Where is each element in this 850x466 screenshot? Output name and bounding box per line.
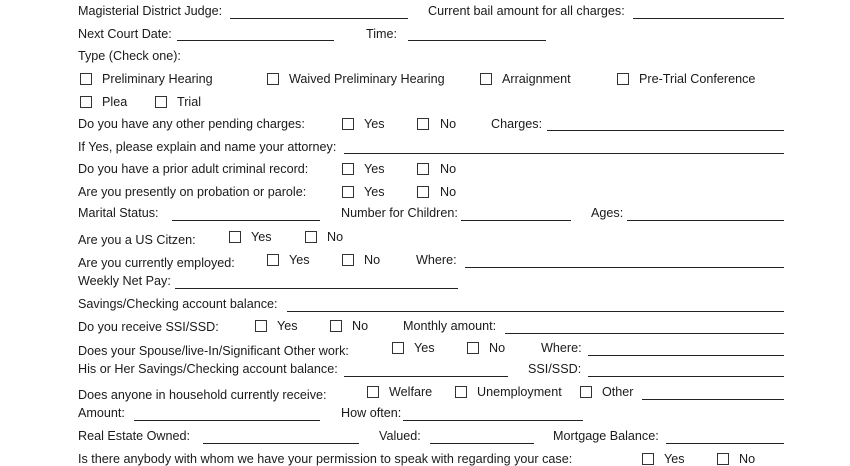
us-citizen-no-label: No bbox=[327, 230, 344, 244]
ssi-no-checkbox[interactable] bbox=[330, 320, 342, 332]
attorney-explain-field[interactable] bbox=[344, 153, 784, 154]
how-often-field[interactable] bbox=[403, 420, 583, 421]
spouse-ssi-ssd-field[interactable] bbox=[588, 376, 784, 377]
other-field[interactable] bbox=[642, 399, 784, 400]
us-citizen-yes-label: Yes bbox=[251, 230, 272, 244]
valued-field[interactable] bbox=[430, 443, 534, 444]
prior-record-yes-label: Yes bbox=[364, 162, 385, 176]
trial-checkbox[interactable] bbox=[155, 96, 167, 108]
pending-charges-yes-checkbox[interactable] bbox=[342, 118, 354, 130]
prior-record-no-checkbox[interactable] bbox=[417, 163, 429, 175]
other-checkbox[interactable] bbox=[580, 386, 592, 398]
pending-charges-no-checkbox[interactable] bbox=[417, 118, 429, 130]
mortgage-balance-field[interactable] bbox=[666, 443, 784, 444]
current-bail-label: Current bail amount for all charges: bbox=[428, 4, 625, 18]
welfare-label: Welfare bbox=[389, 385, 433, 399]
monthly-amount-field[interactable] bbox=[505, 333, 784, 334]
marital-status-label: Marital Status: bbox=[78, 206, 159, 220]
mortgage-balance-label: Mortgage Balance: bbox=[553, 429, 659, 443]
employed-yes-label: Yes bbox=[289, 253, 310, 267]
spouse-work-no-checkbox[interactable] bbox=[467, 342, 479, 354]
spouse-work-yes-label: Yes bbox=[414, 341, 435, 355]
weekly-net-pay-label: Weekly Net Pay: bbox=[78, 274, 171, 288]
preliminary-hearing-label: Preliminary Hearing bbox=[102, 72, 213, 86]
ssi-no-label: No bbox=[352, 319, 369, 333]
employed-no-label: No bbox=[364, 253, 381, 267]
other-label: Other bbox=[602, 385, 634, 399]
waived-preliminary-hearing-checkbox[interactable] bbox=[267, 73, 279, 85]
time-field[interactable] bbox=[408, 40, 546, 41]
arraignment-label: Arraignment bbox=[502, 72, 571, 86]
charges-label: Charges: bbox=[491, 117, 543, 131]
time-label: Time: bbox=[366, 27, 398, 41]
household-receive-label: Does anyone in household currently receive: bbox=[78, 388, 327, 402]
us-citizen-label: Are you a US Citzen: bbox=[78, 233, 196, 247]
permission-no-checkbox[interactable] bbox=[717, 453, 729, 465]
trial-label: Trial bbox=[177, 95, 202, 109]
preliminary-hearing-checkbox[interactable] bbox=[80, 73, 92, 85]
welfare-checkbox[interactable] bbox=[367, 386, 379, 398]
employed-no-checkbox[interactable] bbox=[342, 254, 354, 266]
probation-no-label: No bbox=[440, 185, 457, 199]
valued-label: Valued: bbox=[379, 429, 421, 443]
probation-yes-checkbox[interactable] bbox=[342, 186, 354, 198]
spouse-where-field[interactable] bbox=[588, 355, 784, 356]
employed-where-field[interactable] bbox=[465, 267, 784, 268]
permission-no-label: No bbox=[739, 452, 756, 466]
pending-charges-label: Do you have any other pending charges: bbox=[78, 117, 305, 131]
savings-balance-label: Savings/Checking account balance: bbox=[78, 297, 278, 311]
plea-label: Plea bbox=[102, 95, 128, 109]
marital-status-field[interactable] bbox=[172, 220, 320, 221]
real-estate-field[interactable] bbox=[203, 443, 359, 444]
probation-no-checkbox[interactable] bbox=[417, 186, 429, 198]
pre-trial-conference-checkbox[interactable] bbox=[617, 73, 629, 85]
pending-charges-yes-label: Yes bbox=[364, 117, 385, 131]
us-citizen-yes-checkbox[interactable] bbox=[229, 231, 241, 243]
ssi-yes-checkbox[interactable] bbox=[255, 320, 267, 332]
spouse-work-yes-checkbox[interactable] bbox=[392, 342, 404, 354]
ages-field[interactable] bbox=[627, 220, 784, 221]
real-estate-label: Real Estate Owned: bbox=[78, 429, 191, 443]
pre-trial-conference-label: Pre-Trial Conference bbox=[639, 72, 756, 86]
weekly-net-pay-field[interactable] bbox=[175, 288, 458, 289]
magisterial-district-judge-field[interactable] bbox=[230, 18, 408, 19]
spouse-savings-label: His or Her Savings/Checking account balance: bbox=[78, 362, 338, 376]
how-often-label: How often: bbox=[341, 406, 402, 420]
arraignment-checkbox[interactable] bbox=[480, 73, 492, 85]
charges-field[interactable] bbox=[547, 130, 784, 131]
amount-label: Amount: bbox=[78, 406, 125, 420]
permission-speak-label: Is there anybody with whom we have your permission to speak with regarding your case: bbox=[78, 452, 573, 466]
magisterial-district-judge-label: Magisterial District Judge: bbox=[78, 4, 223, 18]
unemployment-label: Unemployment bbox=[477, 385, 562, 399]
ssi-ssd-label: SSI/SSD: bbox=[528, 362, 582, 376]
ssi-yes-label: Yes bbox=[277, 319, 298, 333]
currently-employed-label: Are you currently employed: bbox=[78, 256, 235, 270]
employed-yes-checkbox[interactable] bbox=[267, 254, 279, 266]
prior-record-label: Do you have a prior adult criminal record: bbox=[78, 162, 309, 176]
probation-parole-label: Are you presently on probation or parole: bbox=[78, 185, 307, 199]
pending-charges-no-label: No bbox=[440, 117, 457, 131]
receive-ssi-label: Do you receive SSI/SSD: bbox=[78, 320, 219, 334]
savings-balance-field[interactable] bbox=[287, 311, 784, 312]
spouse-where-label: Where: bbox=[541, 341, 582, 355]
spouse-work-no-label: No bbox=[489, 341, 506, 355]
prior-record-no-label: No bbox=[440, 162, 457, 176]
spouse-work-label: Does your Spouse/live-In/Significant Other work: bbox=[78, 344, 349, 358]
monthly-amount-label: Monthly amount: bbox=[403, 319, 497, 333]
ages-label: Ages: bbox=[591, 206, 624, 220]
prior-record-yes-checkbox[interactable] bbox=[342, 163, 354, 175]
number-for-children-field[interactable] bbox=[461, 220, 571, 221]
permission-yes-label: Yes bbox=[664, 452, 685, 466]
permission-yes-checkbox[interactable] bbox=[642, 453, 654, 465]
spouse-savings-field[interactable] bbox=[344, 376, 508, 377]
probation-yes-label: Yes bbox=[364, 185, 385, 199]
number-for-children-label: Number for Children: bbox=[341, 206, 458, 220]
current-bail-field[interactable] bbox=[633, 18, 784, 19]
amount-field[interactable] bbox=[134, 420, 320, 421]
waived-preliminary-hearing-label: Waived Preliminary Hearing bbox=[289, 72, 445, 86]
type-check-one-label: Type (Check one): bbox=[78, 49, 181, 63]
if-yes-explain-label: If Yes, please explain and name your attorney: bbox=[78, 140, 337, 154]
employed-where-label: Where: bbox=[416, 253, 457, 267]
unemployment-checkbox[interactable] bbox=[455, 386, 467, 398]
plea-checkbox[interactable] bbox=[80, 96, 92, 108]
next-court-date-label: Next Court Date: bbox=[78, 27, 172, 41]
next-court-date-field[interactable] bbox=[177, 40, 334, 41]
us-citizen-no-checkbox[interactable] bbox=[305, 231, 317, 243]
